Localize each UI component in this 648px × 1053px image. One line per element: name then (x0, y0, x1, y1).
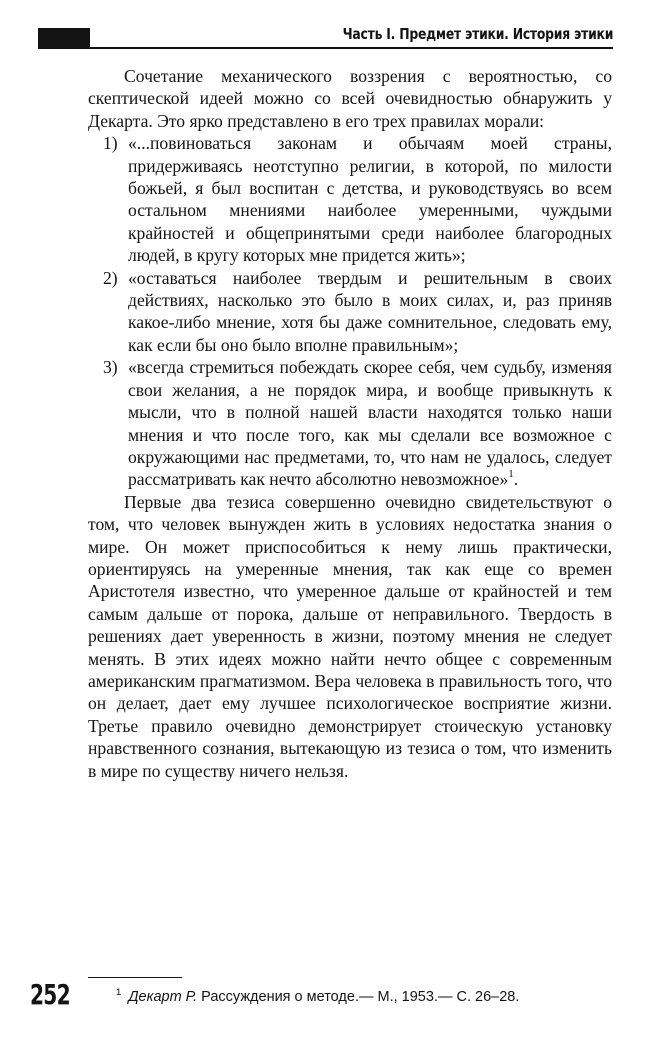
rule-number: 3) (103, 357, 118, 378)
rule-text: «...повиноваться законам и обычаям моей страны, придерживаясь неотступно религии, в которой, по милости божьей, я был воспитан с детства, и руководствуясь во всем остальном мнениями наиболее умеренными, чуждыми крайностей и общепринятыми среди наиболее благородных людей, в кругу которых мне придется жить»; (128, 133, 612, 266)
rule-text: «всегда стремиться побеждать скорее себя, чем судьбу, изменяя свои желания, а не порядок мира, и вообще привыкнуть к мысли, что в полной нашей власти находятся только наши мнения и что после того, как мы сделали все возможное с окружающими нас предметами, то, что нам не удалось, следует рассматривать как нечто абсолютно невозможное» (128, 357, 612, 490)
main-text (88, 65, 612, 782)
footnote-author: Декарт Р. (128, 989, 198, 1005)
running-header: Часть I. Предмет этики. История этики (342, 25, 613, 43)
footnote-text: Рассуждения о методе.— М., 1953.— С. 26–28. (201, 989, 520, 1005)
footnote-mark: 1 (116, 987, 122, 998)
rule-text: «оставаться наиболее твердым и решительным в своих действиях, насколько это было в моих силах, и, раз приняв какое-либо мнение, хотя бы даже сомнительное, следовать ему, как если бы оно было вполне правильным»; (128, 267, 612, 355)
intro-paragraph: Сочетание механического воззрения с вероятностью, со скептической идеей можно со всей очевидностью обнаружить у Декарта. Это ярко представлено в его трех правилах морали: (88, 66, 612, 131)
rule-number: 1) (103, 133, 118, 154)
conclusion-paragraph: Первые два тезиса совершенно очевидно свидетельствуют о том, что человек вынужден жить в условиях недостатка знания о мире. Он может приспособиться к нему лишь практически, ориентируясь на умеренные мнения, так как еще со времен Аристотеля известно, что умеренное дальше от крайностей и тем самым дальше от порока, дальше от неправильного. Твердость в решениях дает уверенность в жизни, поэтому мнения не следует менять. В этих идеях можно найти нечто общее с современным американским прагматизмом. Вера человека в правильность того, что он делает, дает ему лучшее психологическое восприятие жизни. Третье правило очевидно демонстрирует стоическую установку нравственного сознания, вытекающую из тезиса о том, что изменить в мире по существу ничего нельзя. (88, 491, 612, 781)
footnote-rule (88, 977, 182, 978)
footnote-reference: 1 (508, 468, 514, 481)
rule-number: 2) (103, 267, 118, 288)
descartes-rules-list (88, 132, 612, 491)
header-black-bar (38, 28, 90, 48)
footnote (116, 989, 616, 1005)
rule-item (88, 267, 612, 357)
rule-item: 3) «всегда стремиться побеждать скорее себя, чем судьбу, изменяя свои желания, а не порядок мира, и вообще привыкнуть к мысли, что в полной нашей власти находятся только наши мнения и что после того, как мы сделали все возможное с окружающими нас предметами, то, что нам не удалось, следует рассматривать как нечто абсолютно невозможное»$^1$. (103, 357, 612, 490)
rule-item (88, 132, 612, 266)
page-number: 252 (30, 978, 70, 1011)
header-rule (38, 47, 613, 49)
